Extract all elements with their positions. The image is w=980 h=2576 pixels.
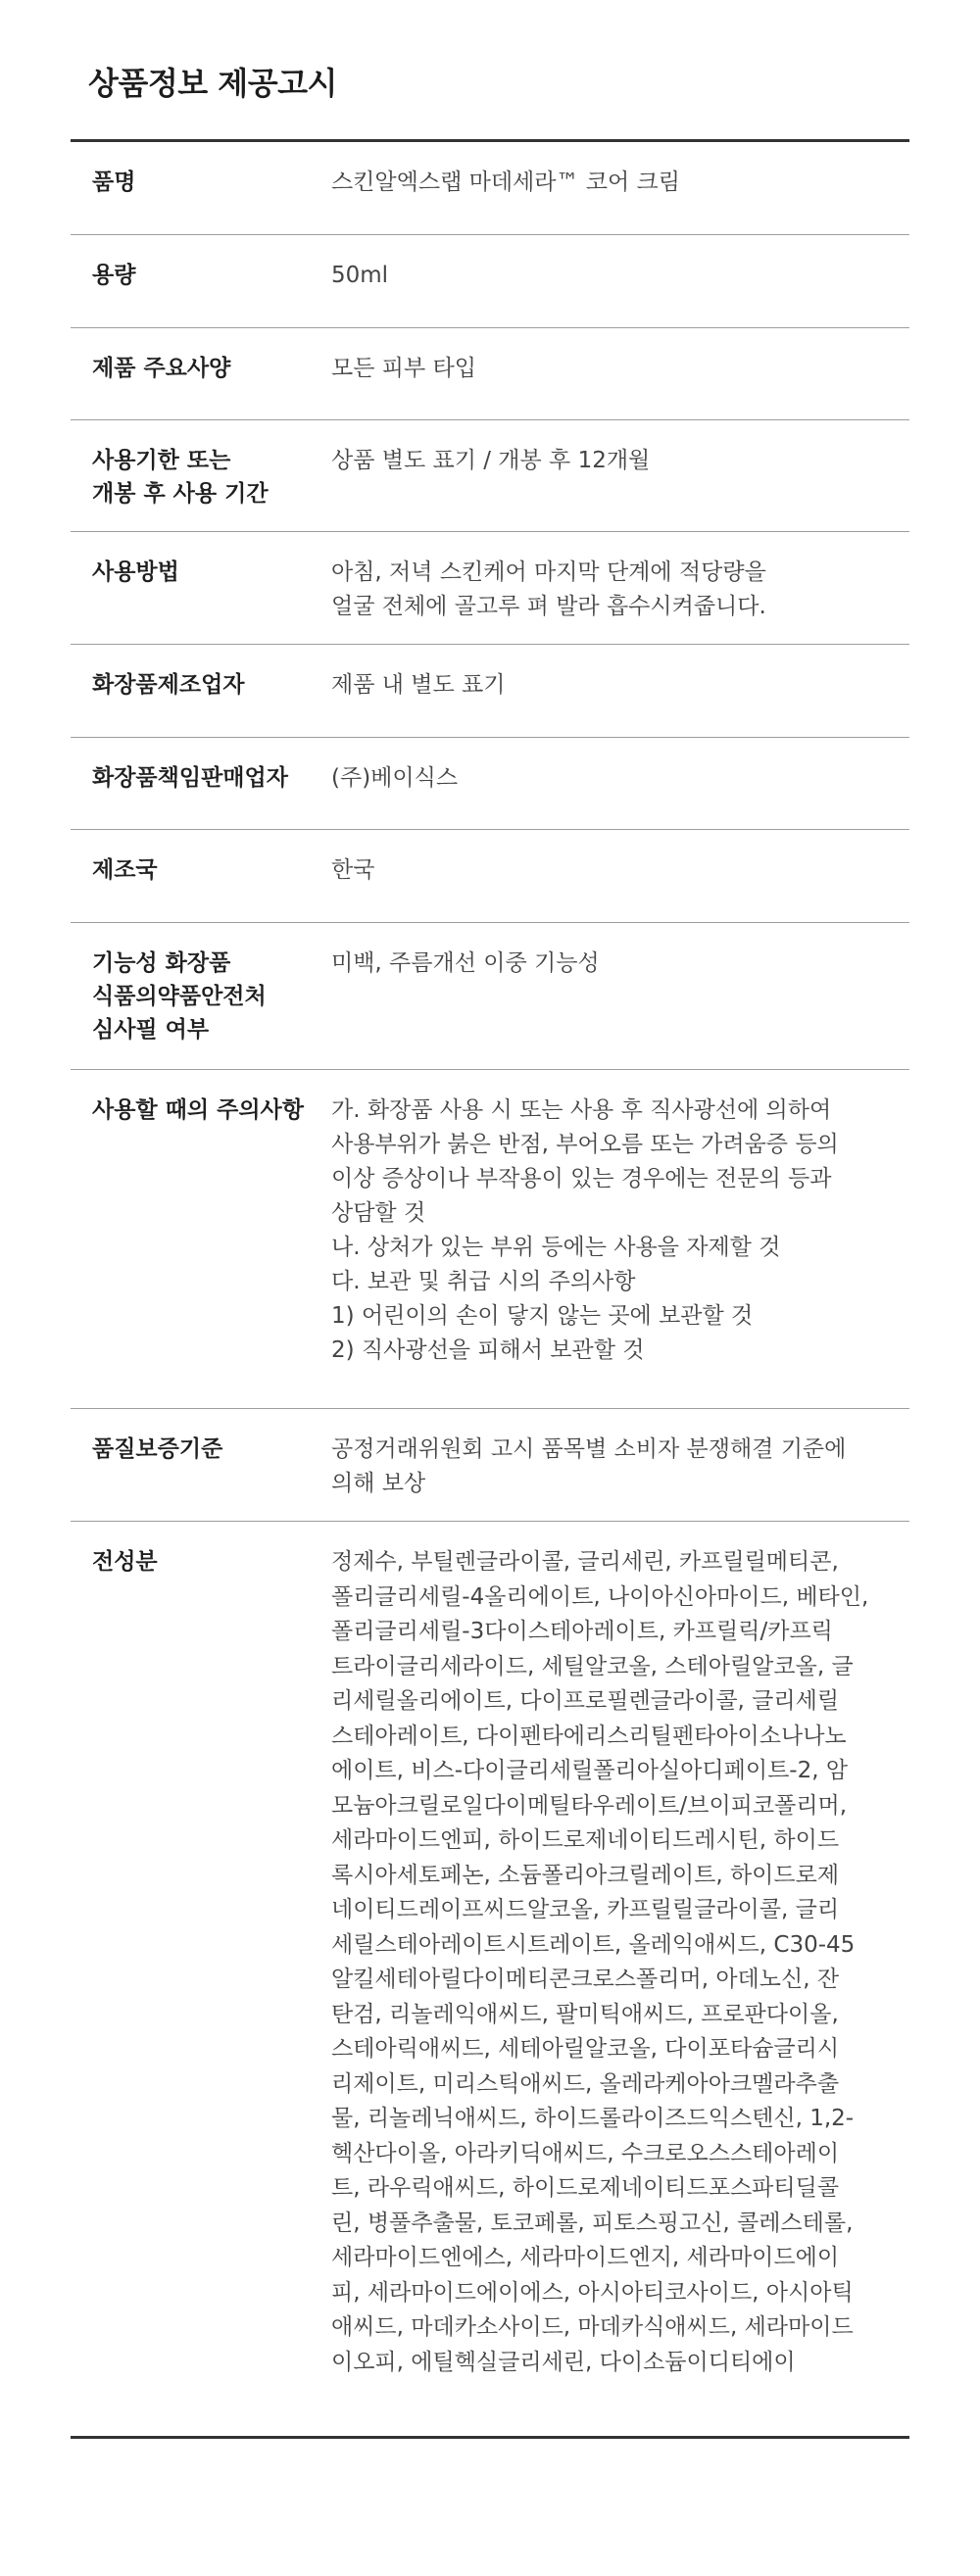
row-value: 정제수, 부틸렌글라이콜, 글리세린, 카프릴릴메티콘, 폴리글리세릴-4올리에이트, 나이아신아마이드, 베타인, 폴리글리세릴-3다이스테아레이트, 카프릴릭/카프릭 트라이글리세라이드, 세틸알코올, 스테아릴알코올, 글 리세릴올리에이트, 다이프로필렌글라이콜, 글리세릴 스테아레이트, 다이펜타에리스리틸펜타아이소나나노 에이트, 비스-다이글리세릴폴리아실아디페이트-2, 암 모늄아크릴로일다이메틸타우레이트/브이피코폴리머, 세라마이드엔피, 하이드로제네이티드레시틴, 하이드 록시아세토페논, 소듐폴리아크릴레이트, 하이드로제 네이티드레이프씨드알코올, 카프릴릴글라이콜, 글리 세릴스테아레이트시트레이트, 올레익애씨드, C30-45 알킬세테아릴다이메티콘크로스폴리머, 아데노신, 잔 탄검, 리놀레익애씨드, 팔미틱애씨드, 프로판다이올, 스테아릭애씨드, 세테아릴알코올, 다이포타슘글리시 리제이트, 미리스틱애씨드, 올레라케아아크멜라추출 물, 리놀레닉애씨드, 하이드롤라이즈드익스텐신, 1,2- 헥산다이올, 아라키딕애씨드, 수크로오스스테아레이 트, 라우릭애씨드, 하이드로제네이티드포스파티딜콜 린, 병풀추출물, 토코페롤, 피토스핑고신, 콜레스테롤, 세라마이드엔에스, 세라마이드엔지, 세라마이드에이 피, 세라마이드에이에스, 아시아티코사이드, 아시아틱 애씨드, 마데카소사이드, 마데카식애씨드, 세라마이드 이오피, 에틸헥실글리세린, 다이소듐이디티에이 [331, 1549, 869, 2375]
row-label: 전성분 [92, 1549, 158, 1575]
table-row-functional [71, 923, 909, 1070]
table-row-capacity [71, 235, 909, 328]
row-value: 제품 내 별도 표기 [331, 672, 506, 698]
row-label: 화장품책임판매업자 [92, 765, 288, 791]
page-title: 상품정보 제공고시 [88, 65, 337, 102]
row-value: 공정거래위원회 고시 품목별 소비자 분쟁해결 기준에 의해 보상 [331, 1436, 847, 1496]
row-value: 스킨알엑스랩 마데세라™ 코어 크림 [331, 170, 680, 195]
table-row-main-spec [71, 328, 909, 420]
row-value: 상품 별도 표기 / 개봉 후 12개월 [331, 448, 651, 473]
table-row-precautions [71, 1070, 909, 1409]
row-label: 사용할 때의 주의사항 [92, 1097, 304, 1123]
row-value: 가. 화장품 사용 시 또는 사용 후 직사광선에 의하여 사용부위가 붉은 반점, 부어오름 또는 가려움증 등의 이상 증상이나 부작용이 있는 경우에는 전문의 등과 상담할 것 나. 상처가 있는 부위 등에는 사용을 자제할 것 다. 보관 및 취급 시의 주의사항 1) 어린이의 손이 닿지 않는 곳에 보관할 것 2) 직사광선을 피해서 보관할 것 [331, 1097, 839, 1363]
table-row-manufacturer [71, 645, 909, 738]
row-label: 용량 [92, 263, 136, 288]
row-value: 모든 피부 타입 [331, 356, 476, 381]
row-label: 제조국 [92, 857, 158, 883]
row-label: 제품 주요사양 [92, 356, 231, 381]
table-row-product-name [71, 142, 909, 235]
table-row-seller [71, 738, 909, 830]
table-row-ingredients [71, 1522, 909, 2439]
row-label: 기능성 화장품 식품의약품안전처 심사필 여부 [92, 950, 267, 1043]
table-row-usage [71, 532, 909, 645]
row-value: 한국 [331, 857, 375, 883]
row-label: 화장품제조업자 [92, 672, 245, 698]
row-label: 품명 [92, 170, 136, 195]
row-value: 아침, 저녁 스킨케어 마지막 단계에 적당량을 얼굴 전체에 골고루 펴 발라 흡수시켜줍니다. [331, 559, 766, 619]
table-row-quality [71, 1409, 909, 1522]
row-label: 사용방법 [92, 559, 179, 585]
row-label: 품질보증기준 [92, 1436, 223, 1462]
row-label: 사용기한 또는 개봉 후 사용 기간 [92, 448, 269, 507]
table-row-country [71, 830, 909, 923]
row-value: 50ml [331, 263, 389, 288]
row-value: (주)베이식스 [331, 765, 459, 791]
row-value: 미백, 주름개선 이중 기능성 [331, 950, 600, 976]
info-table [71, 139, 909, 2439]
table-row-expiry [71, 420, 909, 532]
